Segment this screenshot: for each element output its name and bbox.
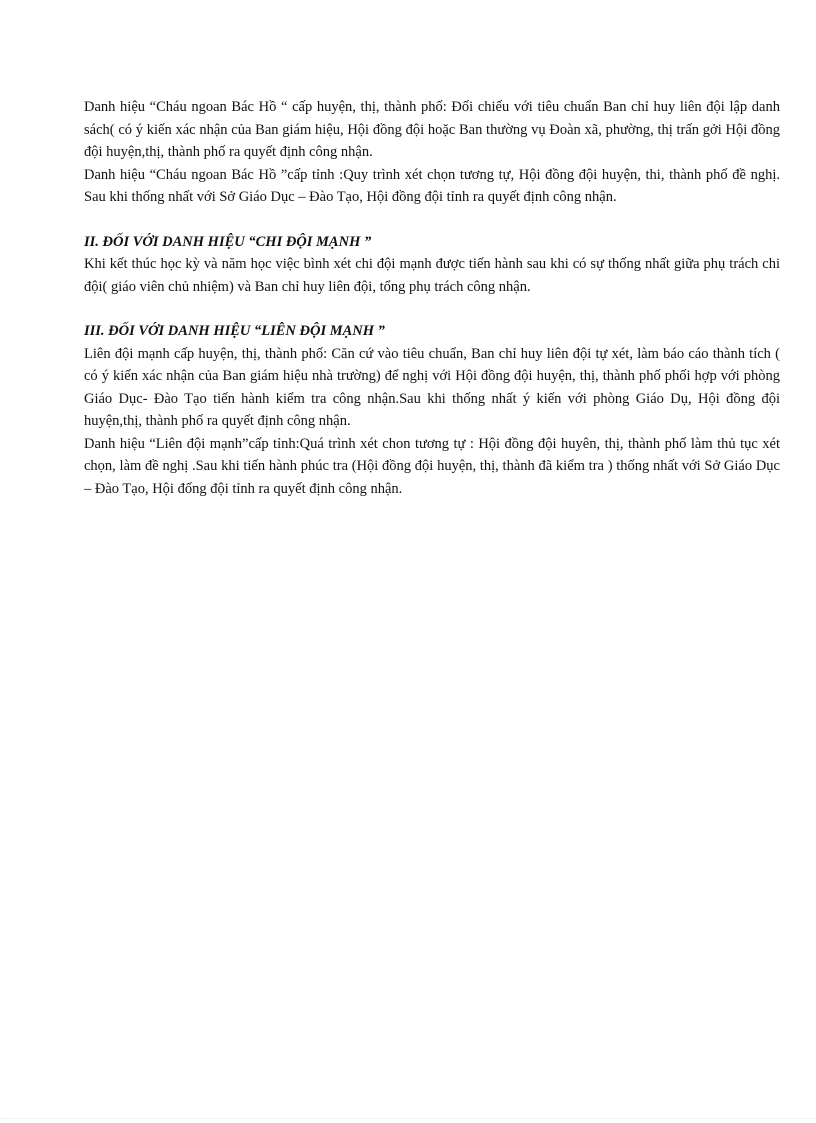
paragraph-chau-ngoan-tinh: Danh hiệu “Cháu ngoan Bác Hồ ”cấp tỉnh :Quy trình xét chọn tương tự, Hội đồng đội huyện, thi, thành phố đề nghị. Sau khi thống nhất với Sở Giáo Dục – Đào Tạo, Hội đồng đội tỉnh ra quyết định công nhận. bbox=[84, 166, 780, 205]
heading-chi-doi-manh: II. ĐỐI VỚI DANH HIỆU “CHI ĐỘI MẠNH ” bbox=[84, 233, 372, 250]
paragraph-lien-doi-manh-tinh: Danh hiệu “Liên đội mạnh”cấp tỉnh:Quá trình xét chon tương tự : Hội đồng đội huyên, thị, thành phố làm thủ tục xét chọn, làm đề nghị .Sau khi tiến hành phúc tra (Hội đồng đội huyện, thị, thành đã kiểm tra ) thống nhất với Sở Giáo Dục – Đào Tạo, Hội đống đội tỉnh ra quyết định công nhận. bbox=[84, 435, 780, 497]
page-bottom-border bbox=[0, 1118, 816, 1119]
spacer bbox=[84, 209, 780, 231]
spacer bbox=[84, 298, 780, 320]
paragraph-chi-doi-manh: Khi kết thúc học kỳ và năm học việc bình xét chi đội mạnh được tiến hành sau khi có sự thống nhất giữa phụ trách chi đội( giáo viên chủ nhiệm) và Ban chỉ huy liên đội, tổng phụ trách công nhận. bbox=[84, 256, 780, 295]
paragraph-chau-ngoan-huyen: Danh hiệu “Cháu ngoan Bác Hồ “ cấp huyện, thị, thành phố: Đối chiếu với tiêu chuẩn Ban chỉ huy liên đội lập danh sách( có ý kiến xác nhận của Ban giám hiệu, Hội đồng đội hoặc Ban thường vụ Đoàn xã, phường, thị trấn gởi Hội đồng đội huyện,thị, thành phố ra quyết định công nhận. bbox=[84, 99, 780, 160]
paragraph-lien-doi-manh-huyen: Liên đội mạnh cấp huyện, thị, thành phố: Căn cứ vào tiêu chuẩn, Ban chỉ huy liên đội tự xét, làm báo cáo thành tích ( có ý kiến xác nhận của Ban giám hiệu nhà trường) để nghị với Hội đồng đội huyện, thị, thành phố phối hợp với phòng Giáo Dục- Đào Tạo tiến hành kiểm tra công nhận.Sau khi thống nhất ý kiến với phòng Giáo Dụ, Hội đồng đội huyện,thị, thành phố ra quyết định công nhận. bbox=[84, 345, 780, 429]
heading-lien-doi-manh: III. ĐỐI VỚI DANH HIỆU “LIÊN ĐỘI MẠNH ” bbox=[84, 323, 385, 339]
document-page bbox=[84, 96, 780, 500]
